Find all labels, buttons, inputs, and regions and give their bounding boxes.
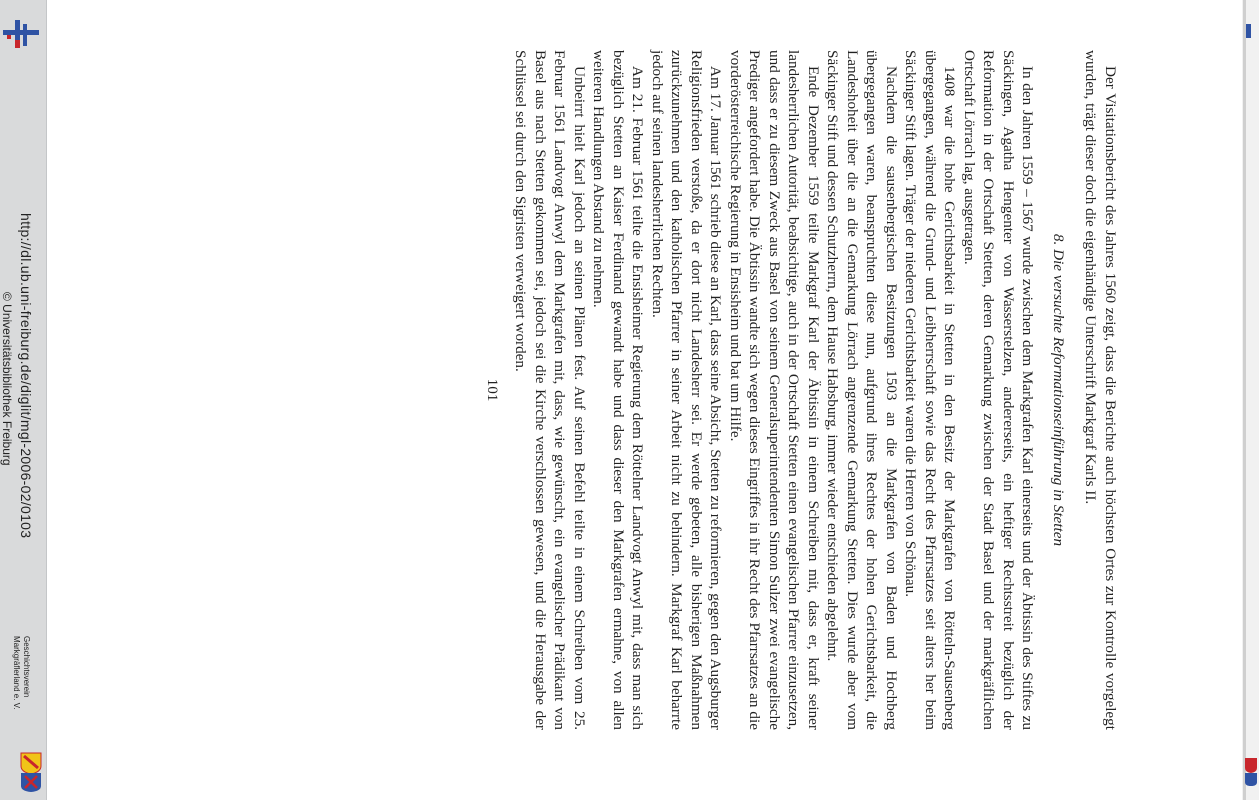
ub-freiburg-logo-icon [3, 16, 39, 50]
page-number: 101 [484, 378, 501, 402]
paragraph-4: Ende Dezember 1559 teilte Markgraf Karl der Äbtissin in einem Schreiben mit, dass er, kraft seiner landesherrlichen Autorität, beabsichtige, auch in der Ortschaft Stetten einen evangelischen Pfarrer einzusetzen, und dass er zu diesem Zweck aus Basel von seinem Generalsuperintendenten Simon Sulzer zwei evangelische Prediger angefordert habe. Die Äbtissin wandte sich wegen dieses Eingriffes in ihr Recht des Pfarrsatzes an die vorderösterreichische Regierung in Ensisheim und bat um Hilfe. [727, 50, 822, 730]
right-margin-strip [1242, 0, 1259, 800]
coat-of-arms-icon [20, 752, 42, 792]
publisher-label [11, 636, 31, 710]
publisher-line-1: Geschichtsverein [22, 636, 31, 698]
right-marker-icon [1246, 24, 1251, 38]
paragraph-1: In den Jahren 1559 – 1567 wurde zwischen dem Markgrafen Karl einerseits und der Äbtissin des Stiftes zu Säckingen, Agatha Hengenter von Wasserstelzen, andererseits, ein heftiger Rechtsstreit bezüglich der Reformation in der Ortschaft Stetten, deren Gemarkung zwischen der Stadt Basel und der markgräflichen Ortschaft Lörrach lag, ausgetragen. [961, 50, 1037, 730]
paragraph-7: Unbeirrt hielt Karl jedoch an seinen Plänen fest. Auf seinen Befehl teilte in einem Schreiben vom 25. Februar 1561 Landvogt Anwyl dem Markgrafen mit, dass, wie gewünscht, ein evangelischer Prädikant von Basel aus nach Stetten gekommen sei, jedoch sei die Kirche verschlossen gewesen, und die Herausgabe der Schlüssel sei durch den Sigristen verweigert worden. [512, 50, 588, 730]
document-url[interactable]: http://dl.ub.uni-freiburg.de/diglit/mgl-2006-02/0103 [18, 213, 34, 539]
publisher-line-2: Markgräflerland e. V. [12, 636, 21, 710]
coat-of-arms-right-icon [1245, 758, 1257, 786]
copyright-notice: © Universitätsbibliothek Freiburg [0, 292, 14, 466]
paragraph-5: Am 17. Januar 1561 schrieb diese an Karl, dass seine Absicht, Stetten zu reformieren, gegen den Augsburger Religionsfrieden verstoße, da er dort nicht Landesherr sei. Er werde gebeten, alle bisherigen Maßnahmen zurückzunehmen und den katholischen Pfarrer in seiner Arbeit nicht zu behindern. Markgraf Karl beharrte jedoch auf seinen landesherrlichen Rechten. [649, 50, 725, 730]
paragraph-6: Am 21. Februar 1561 teilte die Ensisheimer Regierung dem Röttelner Landvogt Anwyl mit, dass man sich bezüglich Stetten an Kaiser Ferdinand gewandt habe und dass dieser den Markgrafen ermahne, von allen weiteren Handlungen Abstand zu nehmen. [590, 50, 647, 730]
intro-paragraph: Der Visitationsbericht des Jahres 1560 zeigt, dass die Berichte auch höchsten Ortes zur Kontrolle vorgelegt wurden, trägt dieser doch die eigenhändige Unterschrift Markgraf Karls II. [1082, 50, 1119, 730]
paragraph-2: 1408 war die hohe Gerichtsbarkeit in Stetten in den Besitz der Markgrafen von Rötteln-Sausenberg übergegangen, während die Grund- und Leibherrschaft sowie das Recht des Pfarrsatzes seit alters her beim Säckinger Stift lagen. Träger der niederen Gerichtsbarkeit waren die Herren von Schönau. [902, 50, 959, 730]
paragraph-3: Nachdem die sausenbergischen Besitzungen 1503 an die Markgrafen von Baden und Hochberg übergegangen waren, beanspruchten diese nun, aufgrund ihres Rechtes der hohen Gerichtsbarkeit, die Landeshoheit über die an die Gemarkung Lörrach angrenzende Gemarkung Stetten. Dies wurde aber vom Säckinger Stift und dessen Schutzherrn, dem Hause Habsburg, immer wieder entschieden abgelehnt. [824, 50, 900, 730]
document-page [220, 50, 1120, 730]
section-heading: 8. Die versuchte Reformationseinführung in Stetten [1050, 233, 1067, 547]
